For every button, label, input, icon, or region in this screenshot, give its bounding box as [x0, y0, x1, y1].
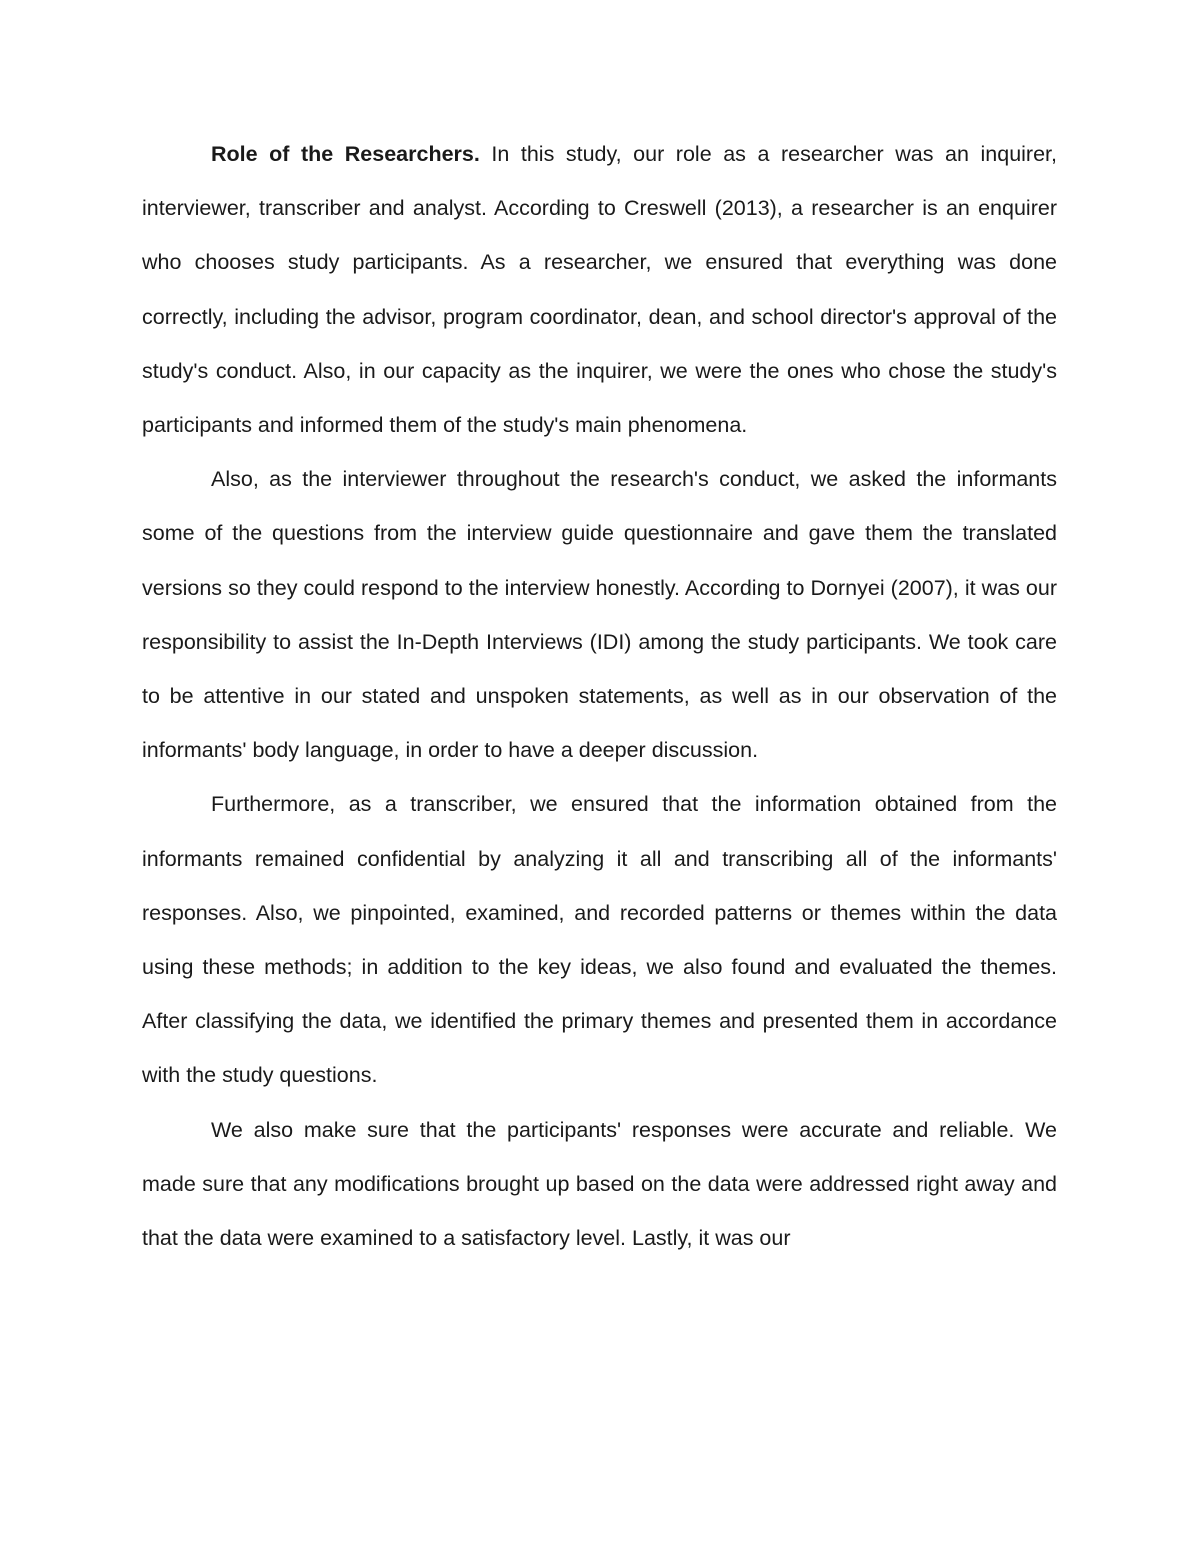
paragraph-transcriber: Furthermore, as a transcriber, we ensured that the information obtained from the informants remained confidential by analyzing it all and transcribing all of the informants' responses. Also, we pinpointed, examined, and recorded patterns or themes within the data using these methods; in addition to the key ideas, we also found and evaluated the themes. After classifying the data, we identified the primary themes and presented them in accordance with the study questions.: [142, 792, 1057, 1088]
paragraph-accuracy: We also make sure that the participants' responses were accurate and reliable. We made sure that any modifications brought up based on the data were addressed right away and that the data were examined to a satisfactory level. Lastly, it was our: [142, 1117, 1057, 1251]
document-body: [142, 127, 1057, 1265]
paragraph-role-of-researchers: [142, 127, 1057, 452]
section-heading: Role of the Researchers.: [211, 142, 480, 166]
paragraph-interviewer: Also, as the interviewer throughout the research's conduct, we asked the informants some of the questions from the interview guide questionnaire and gave them the translated versions so they could respond to the interview honestly. According to Dornyei (2007), it was our responsibility to assist the In-Depth Interviews (IDI) among the study participants. We took care to be attentive in our stated and unspoken statements, as well as in our observation of the informants' body language, in order to have a deeper discussion.: [142, 467, 1057, 763]
paragraph-text: In this study, our role as a researcher was an inquirer, interviewer, transcriber and analyst. According to Creswell (2013), a researcher is an enquirer who chooses study participants. As a researcher, we ensured that everything was done correctly, including the advisor, program coordinator, dean, and school director's approval of the study's conduct. Also, in our capacity as the inquirer, we were the ones who chose the study's participants and informed them of the study's main phenomena.: [142, 142, 1057, 438]
